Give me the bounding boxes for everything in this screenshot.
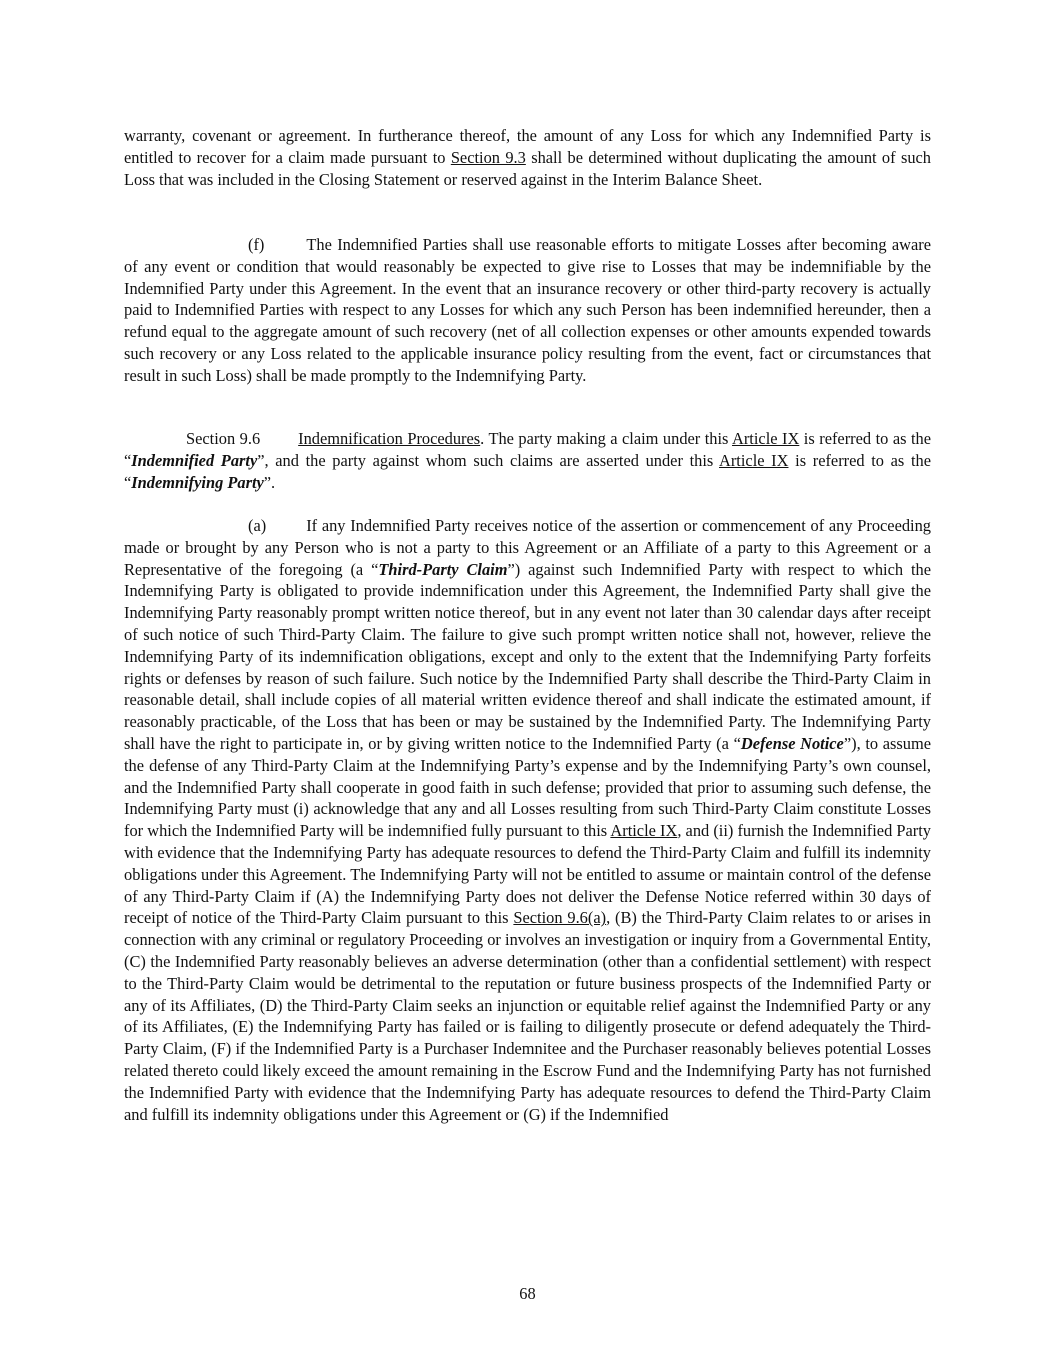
p3-text-b: is referred to as the “ <box>124 429 931 470</box>
article-ix-reference: Article IX <box>719 450 789 470</box>
clause-label-f: (f) <box>248 235 265 254</box>
defined-term-indemnified-party: Indemnified Party <box>131 450 258 470</box>
p4-text-e: , (B) the Third-Party Claim relates to or arises in connection with any criminal or regulatory Proceeding or involves an investigation or inquiry from a Governmental Entity, (C) the Indemnified Party reasonably believes an adverse determination (other than a confidential settlement) with respect to the Third-Party Claim would be detrimental to the reputation or future business prospects of the Indemnified Party or any of its Affiliates, (D) the Third-Party Claim seeks an injunction or equitable relief against the Indemnified Party or any of its Affiliates, (E) the Indemnifying Party has failed or is failing to diligently prosecute or defend adequately the Third-Party Claim, (F) if the Indemnified Party is a Purchaser Indemnitee and the Purchaser reasonably believes potential Losses related thereto could likely exceed the amount remaining in the Escrow Fund and the Indemnifying Party has not furnished the Indemnified Party with evidence that the Indemnifying Party has adequate resources to defend the Third-Party Claim and fulfill its indemnity obligations under this Agreement or (G) if the Indemnified <box>124 908 931 1124</box>
defined-term-defense-notice: Defense Notice <box>740 733 844 753</box>
article-ix-reference: Article IX <box>610 821 678 841</box>
p4-text-b: ”) against such Indemnified Party with respect to which the Indemnifying Party is obligated to provide indemnification under this Agreement, the Indemnified Party shall give the Indemnifying Party reasonably prompt written notice thereof, but in any event not later than 30 calendar days after receipt of such notice of such Third-Party Claim. The failure to give such prompt written notice shall not, however, relieve the Indemnifying Party of its indemnification obligations, except and only to the extent that the Indemnifying Party forfeits rights or defenses by reason of such failure. Such notice by the Indemnified Party shall describe the Third-Party Claim in reasonable detail, shall include copies of all material written evidence thereof and shall indicate the estimated amount, if reasonably practicable, of the Loss that has been or may be sustained by the Indemnified Party. The Indemnifying Party shall have the right to participate in, or by giving written notice to the Indemnified Party (a “ <box>124 559 932 753</box>
p2-text: The Indemnified Parties shall use reasonable efforts to mitigate Losses after becoming aware of any event or condition that would reasonably be expected to give rise to Losses that may be indemnifiable by the Indemnified Party under this Agreement. In the event that an insurance recovery or other third-party recovery is actually paid to Indemnified Parties with respect to any Losses for which any such Person has been indemnified hereunder, then a refund equal to the aggregate amount of such recovery (net of all collection expenses or other amounts expended towards such recovery or any Loss related to the applicable insurance policy resulting from the event, fact or circumstances that result in such Loss) shall be made promptly to the Indemnifying Party. <box>124 235 931 385</box>
p1-text-b: shall be determined without duplicating the amount of such Loss that was included in the Closing Statement or reserved against in the Interim Balance Sheet. <box>124 147 932 189</box>
section-number: Section 9.6 <box>186 429 261 448</box>
section-9-6a-reference: Section 9.6(a) <box>513 908 607 928</box>
defined-term-third-party-claim: Third-Party Claim <box>378 559 508 579</box>
p3-text-c: ”, and the party against whom such claims are asserted under this <box>257 450 720 470</box>
p3-text-d: is referred to as the “ <box>124 450 931 492</box>
section-heading: Indemnification Procedures <box>298 429 481 448</box>
defined-term-indemnifying-party: Indemnifying Party <box>131 472 264 492</box>
paragraph-continuation <box>124 125 931 190</box>
article-ix-reference: Article IX <box>732 429 800 448</box>
p4-text-d: , and (ii) furnish the Indemnified Party with evidence that the Indemnifying Party has adequate resources to defend the Third-Party Claim and fulfill its indemnity obligations under this Agreement. The Indemnifying Party will not be entitled to assume or maintain control of the defense of any Third-Party Claim if (A) the Indemnifying Party does not deliver the Defense Notice referred within 30 days of receipt of notice of the Third-Party Claim pursuant to this <box>124 821 931 928</box>
p3-text-e: ”. <box>263 472 276 492</box>
clause-label-a: (a) <box>248 516 267 535</box>
p4-text-a: If any Indemnified Party receives notice of the assertion or commencement of any Proceeding made or brought by any Person who is not a party to this Agreement or an Affiliate of a party to this Agreement or a Representative of the foregoing (a “ <box>124 516 931 579</box>
p4-text-c: ”), to assume the defense of any Third-Party Claim at the Indemnifying Party’s expense and by the Indemnifying Party’s own counsel, and the Indemnified Party shall cooperate in good faith in such defense; provided that prior to assuming such defense, the Indemnifying Party must (i) acknowledge that any and all Losses resulting from such Third-Party Claim constitute Losses for which the Indemnified Party will be indemnified fully pursuant to this <box>124 733 932 841</box>
p3-text-a: . The party making a claim under this <box>480 429 733 448</box>
paragraph-a-third-party-claims <box>124 515 931 1125</box>
paragraph-f-mitigation <box>124 234 931 387</box>
section-9-3-reference: Section 9.3 <box>450 147 526 167</box>
section-9-6-heading-paragraph <box>124 428 931 493</box>
p1-text-a: warranty, covenant or agreement. In furtherance thereof, the amount of any Loss for which any Indemnified Party is entitled to recover for a claim made pursuant to <box>124 126 931 167</box>
page-number: 68 <box>519 1284 536 1303</box>
